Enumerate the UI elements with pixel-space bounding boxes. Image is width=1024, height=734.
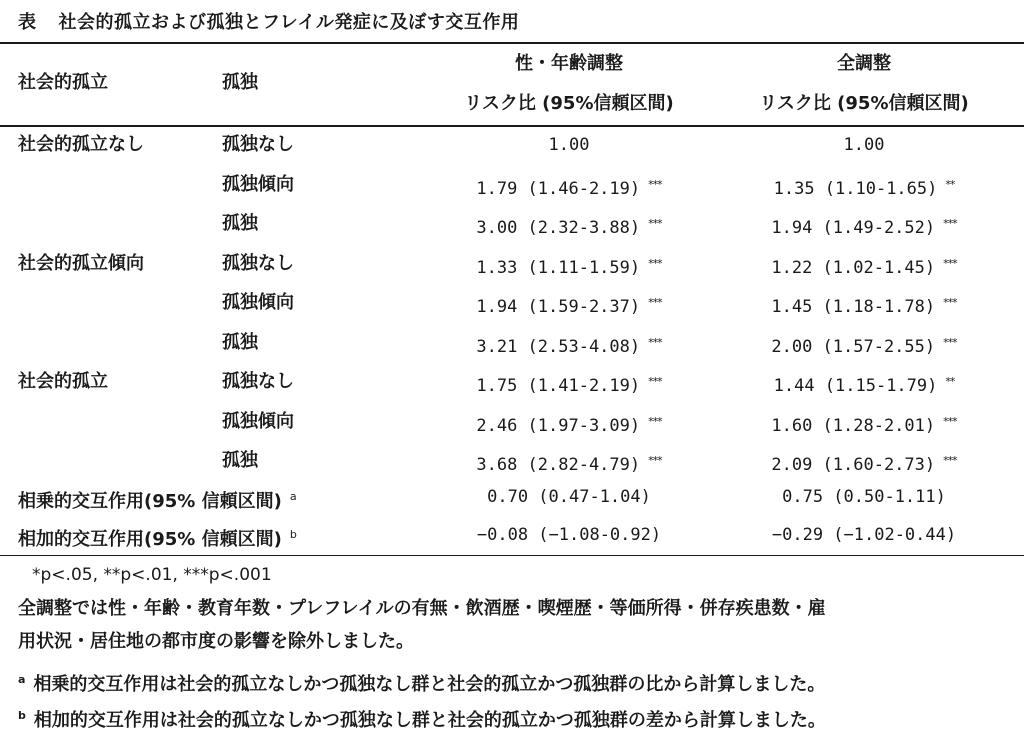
row-rr-full (722, 410, 1006, 438)
interaction-label-text: 相加的交互作用(95% 信頼区間) (18, 529, 282, 550)
header-age-sex-adjusted: 性・年齢調整 (515, 53, 623, 74)
row-rr-age-sex-significance: *** (648, 296, 662, 309)
row-rr-full-significance: ** (945, 375, 955, 388)
header-risk-ratio-1: リスク比 (95%信頼区間) (464, 93, 674, 114)
row-rr-full (722, 212, 1006, 240)
row-rr-full-significance: *** (943, 296, 957, 309)
footnote-a (18, 668, 825, 697)
row-rr-age-sex-significance: *** (648, 217, 662, 230)
row-rr-age-sex-value: 1.00 (548, 135, 590, 155)
row-rr-age-sex-value: 1.79 (1.46-2.19) (476, 179, 641, 199)
row-rr-age-sex-value: 2.46 (1.97-3.09) (476, 416, 641, 436)
row-rr-age-sex (416, 331, 722, 359)
header-rule (0, 125, 1024, 127)
header-loneliness: 孤独 (222, 72, 258, 93)
row-rr-full (722, 291, 1006, 319)
row-rr-age-sex-value: 1.94 (1.59-2.37) (476, 297, 641, 317)
row-rr-age-sex-significance: *** (648, 454, 662, 467)
row-rr-full-value: 1.22 (1.02-1.45) (771, 258, 936, 278)
interaction-footnote-mark: a (289, 490, 297, 503)
interaction-rr-full-value: 0.75 (0.50-1.11) (782, 487, 946, 507)
table-caption: 社会的孤立および孤独とフレイル発症に及ぼす交互作用 (58, 12, 520, 33)
interaction-label-text: 相乗的交互作用(95% 信頼区間) (18, 491, 282, 512)
header-risk-ratio-2: リスク比 (95%信頼区間) (759, 93, 969, 114)
row-rr-age-sex (416, 449, 722, 477)
row-rr-age-sex-significance: *** (648, 375, 662, 388)
row-rr-full (722, 252, 1006, 280)
header-fully-adjusted: 全調整 (837, 53, 891, 74)
interaction-footnote-mark: b (289, 528, 297, 541)
row-rr-age-sex (416, 212, 722, 240)
footnote-b-mark: b (18, 709, 26, 722)
row-rr-age-sex-significance: *** (648, 257, 662, 270)
interaction-rr-age-sex (416, 485, 722, 509)
row-rr-full-value: 1.35 (1.10-1.65) (773, 179, 938, 199)
row-rr-full (722, 173, 1006, 201)
row-rr-full-value: 2.09 (1.60-2.73) (771, 455, 936, 475)
row-rr-age-sex-value: 3.00 (2.32-3.88) (476, 218, 641, 238)
interaction-rr-full (722, 485, 1006, 509)
row-loneliness: 孤独なし (222, 371, 294, 392)
row-rr-full-value: 1.60 (1.28-2.01) (771, 416, 936, 436)
row-rr-age-sex-value: 3.21 (2.53-4.08) (476, 337, 641, 357)
row-rr-age-sex-significance: *** (648, 178, 662, 191)
row-rr-full (722, 133, 1006, 157)
row-rr-full-significance: *** (943, 454, 957, 467)
header-social-isolation: 社会的孤立 (18, 72, 108, 93)
row-rr-full-significance: *** (943, 336, 957, 349)
row-rr-full (722, 331, 1006, 359)
row-rr-full-significance: ** (945, 178, 955, 191)
row-social-isolation: 社会的孤立 (18, 371, 108, 392)
row-rr-age-sex (416, 173, 722, 201)
row-loneliness: 孤独 (222, 213, 258, 234)
row-rr-age-sex (416, 410, 722, 438)
row-loneliness: 孤独 (222, 450, 258, 471)
pvalue-footnote: *p<.05, **p<.01, ***p<.001 (32, 565, 272, 585)
row-rr-full-value: 1.45 (1.18-1.78) (771, 297, 936, 317)
row-rr-age-sex (416, 370, 722, 398)
row-rr-full (722, 449, 1006, 477)
row-loneliness: 孤独 (222, 332, 258, 353)
row-loneliness: 孤独なし (222, 134, 294, 155)
interaction-label (18, 485, 297, 514)
row-rr-age-sex (416, 133, 722, 157)
row-rr-age-sex (416, 291, 722, 319)
interaction-rr-full (722, 523, 1006, 547)
footnote-b (18, 704, 826, 733)
interaction-rr-age-sex-value: −0.08 (−1.08-0.92) (476, 525, 662, 545)
row-rr-full-value: 1.94 (1.49-2.52) (771, 218, 936, 238)
row-rr-full-significance: *** (943, 415, 957, 428)
row-rr-age-sex-significance: *** (648, 415, 662, 428)
row-rr-full-value: 2.00 (1.57-2.55) (771, 337, 936, 357)
adjustment-note-line2: 用状況・居住地の都市度の影響を除外しました。 (18, 631, 414, 652)
footnote-a-mark: a (18, 673, 26, 686)
row-rr-age-sex-value: 3.68 (2.82-4.79) (476, 455, 641, 475)
row-social-isolation: 社会的孤立なし (18, 134, 144, 155)
row-rr-age-sex (416, 252, 722, 280)
row-rr-age-sex-value: 1.33 (1.11-1.59) (476, 258, 641, 278)
row-rr-age-sex-value: 1.75 (1.41-2.19) (476, 376, 641, 396)
row-rr-age-sex-significance: *** (648, 336, 662, 349)
interaction-rr-age-sex-value: 0.70 (0.47-1.04) (487, 487, 651, 507)
row-rr-full-value: 1.44 (1.15-1.79) (773, 376, 938, 396)
row-rr-full-value: 1.00 (843, 135, 885, 155)
row-rr-full-significance: *** (943, 217, 957, 230)
row-loneliness: 孤独なし (222, 253, 294, 274)
row-loneliness: 孤独傾向 (222, 292, 294, 313)
adjustment-note-line1: 全調整では性・年齢・教育年数・プレフレイルの有無・飲酒歴・喫煙歴・等価所得・併存疾患数・雇 (18, 598, 826, 619)
interaction-rr-full-value: −0.29 (−1.02-0.44) (771, 525, 957, 545)
interaction-label (18, 523, 297, 552)
row-loneliness: 孤独傾向 (222, 174, 294, 195)
interaction-rr-age-sex (416, 523, 722, 547)
footnote-a-text: 相乗的交互作用は社会的孤立なしかつ孤独なし群と社会的孤立かつ孤独群の比から計算しました。 (33, 674, 826, 695)
bottom-rule (0, 555, 1024, 556)
row-loneliness: 孤独傾向 (222, 411, 294, 432)
table-title (18, 8, 519, 34)
top-rule (0, 42, 1024, 44)
footnote-b-text: 相加的交互作用は社会的孤立なしかつ孤独なし群と社会的孤立かつ孤独群の差から計算しました。 (33, 710, 826, 731)
row-rr-full (722, 370, 1006, 398)
row-rr-full-significance: *** (943, 257, 957, 270)
row-social-isolation: 社会的孤立傾向 (18, 253, 144, 274)
table-label: 表 (18, 12, 37, 33)
